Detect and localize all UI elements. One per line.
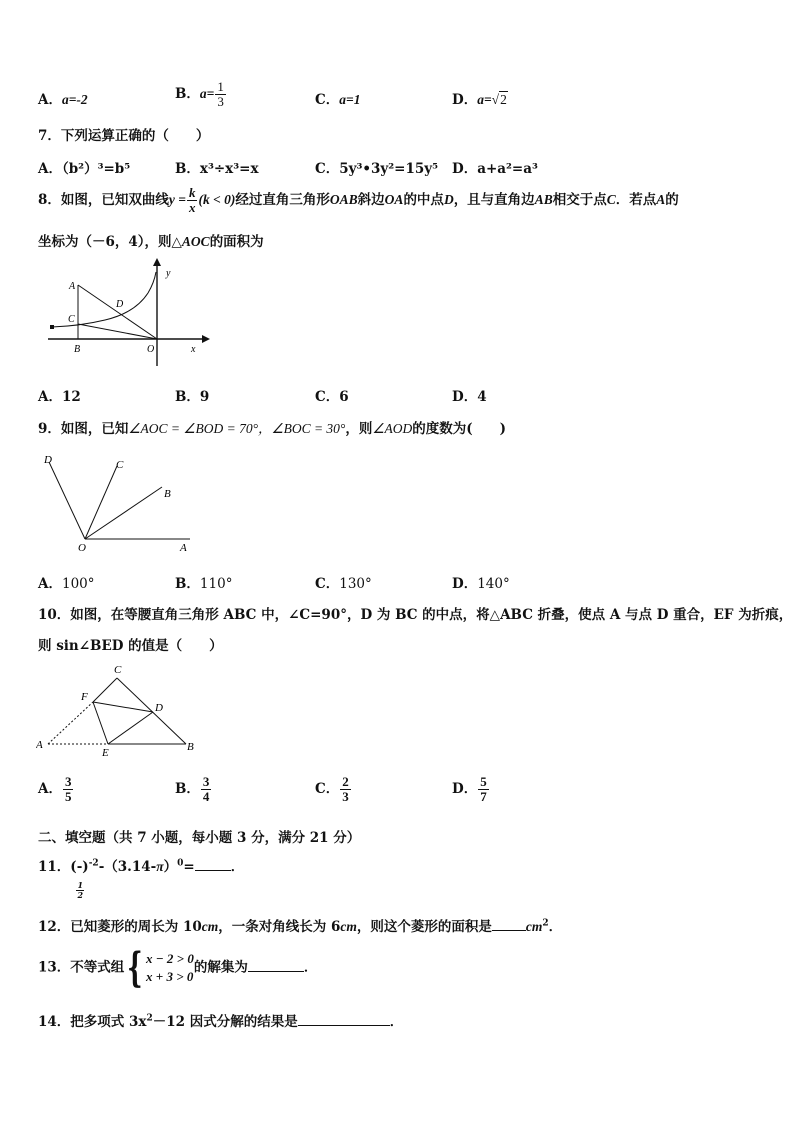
q10-stem-line1: 10．如图，在等腰直角三角形 ABC 中，∠C=90°，D 为 BC 的中点，将△ABC 折叠，使点 A 与点 D 重合，EF 为折痕， bbox=[38, 607, 793, 623]
q6-option-d-pre: a= bbox=[477, 92, 492, 107]
fraction-numerator: 1 bbox=[217, 79, 224, 94]
left-brace-icon: { bbox=[127, 944, 143, 991]
option-label: B． bbox=[175, 781, 200, 797]
segment-af-dotted bbox=[48, 702, 93, 744]
q11-stem bbox=[38, 855, 245, 900]
q11-text: 11．( bbox=[38, 859, 77, 875]
small-fraction-stack bbox=[76, 881, 84, 900]
q7-stem: 7．下列运算正确的（ ） bbox=[38, 128, 210, 144]
fraction-numerator: k bbox=[188, 185, 196, 200]
q14-text: －12 因式分解的结果是 bbox=[152, 1014, 298, 1030]
option-fraction bbox=[340, 775, 351, 804]
q7-option-b: B．x³÷x³=x bbox=[175, 161, 259, 177]
x-axis-arrow bbox=[202, 335, 210, 343]
segment-ao bbox=[78, 285, 157, 339]
q6-option-b-pre: a= bbox=[199, 86, 215, 101]
q8-text: 斜边 bbox=[357, 192, 385, 208]
q13-stem bbox=[38, 944, 318, 991]
fraction-denominator: 3 bbox=[217, 94, 224, 109]
q8-text: ．若点 bbox=[615, 192, 657, 208]
q9-option-d bbox=[452, 572, 510, 592]
label-a: A bbox=[69, 281, 76, 292]
q11-text: ) bbox=[82, 859, 89, 875]
q14-text: ． bbox=[389, 1014, 404, 1030]
inequality-1: x − 2 > 0 bbox=[146, 951, 194, 966]
option-value: 110° bbox=[199, 576, 233, 592]
label-c: C bbox=[68, 314, 75, 325]
q8-option-d: D．4 bbox=[452, 389, 487, 405]
q8-option-a: A．12 bbox=[38, 389, 81, 405]
q14-stem bbox=[38, 1010, 403, 1030]
q9-option-c bbox=[315, 572, 372, 592]
q8-symbol: D bbox=[443, 192, 454, 207]
q6-option-b-label: B． bbox=[175, 86, 200, 102]
q9-text: 9．如图，已知 bbox=[38, 421, 129, 437]
q6-option-d-label: D． bbox=[452, 92, 478, 108]
q14-text: 14．把多项式 3x bbox=[38, 1014, 147, 1030]
label-d: D bbox=[116, 299, 124, 310]
q13-text: 13．不等式组 bbox=[38, 959, 125, 976]
q8-symbol: C bbox=[606, 192, 616, 207]
q13-text: ． bbox=[303, 959, 318, 976]
q8-text: 的面积为 bbox=[209, 234, 264, 250]
q10-option-a bbox=[38, 775, 74, 804]
q6-option-d bbox=[452, 88, 508, 108]
q13-inequality-system bbox=[146, 950, 194, 986]
q11-answer-blank[interactable] bbox=[195, 870, 231, 871]
option-label: D． bbox=[452, 781, 478, 797]
section-heading: 二、填空题（共 7 小题，每小题 3 分，满分 21 分） bbox=[38, 830, 361, 846]
q10-figure bbox=[36, 660, 200, 760]
q14-answer-blank[interactable] bbox=[298, 1025, 390, 1026]
label-b: B bbox=[187, 741, 194, 753]
q8-func-condition: (k < 0) bbox=[198, 192, 236, 207]
q7-option-c: C．5y³•3y²=15y⁵ bbox=[315, 161, 439, 177]
q8-func-y: y = bbox=[168, 192, 186, 207]
option-label: B． bbox=[175, 576, 200, 592]
q8-option-b: B．9 bbox=[175, 389, 210, 405]
q12-text: ． bbox=[548, 919, 563, 935]
q6-option-c-label: C． bbox=[315, 92, 340, 108]
q10-option-b bbox=[175, 775, 212, 804]
label-a: A bbox=[180, 542, 187, 554]
option-value: 140° bbox=[477, 576, 510, 592]
q6-option-c-text: a=1 bbox=[339, 92, 361, 107]
fraction-numerator: 3 bbox=[64, 774, 72, 789]
option-fraction bbox=[63, 775, 74, 804]
q8-symbol: OA bbox=[384, 192, 404, 207]
q8-symbol: OAB bbox=[329, 192, 358, 207]
q7-option-d: D．a+a²=a³ bbox=[452, 161, 538, 177]
q8-text: 经过直角三角形 bbox=[235, 192, 330, 208]
q13-answer-blank[interactable] bbox=[248, 971, 304, 972]
q12-unit: cm bbox=[201, 919, 219, 934]
q6-option-b bbox=[175, 80, 227, 109]
label-o: O bbox=[78, 542, 86, 554]
q11-text: ． bbox=[230, 859, 245, 875]
segment-ed bbox=[108, 712, 153, 744]
q12-unit: cm bbox=[525, 919, 543, 934]
q12-text: ，则这个菱形的面积是 bbox=[356, 919, 492, 935]
q9-condition: ∠AOC = ∠BOD = 70°，∠BOC = 30° bbox=[128, 421, 346, 436]
q8-text: 相交于点 bbox=[552, 192, 607, 208]
fraction-numerator: 2 bbox=[342, 774, 349, 789]
q11-exponent: 0 bbox=[177, 858, 184, 869]
q6-option-b-fraction bbox=[215, 80, 226, 109]
q9-text: 的度数为( ) bbox=[412, 421, 506, 437]
option-value: 130° bbox=[339, 576, 372, 592]
option-label: C． bbox=[315, 576, 340, 592]
q12-text: ，一条对角线长为 6 bbox=[218, 919, 341, 935]
q8-text: 的 bbox=[665, 192, 679, 208]
option-label: C． bbox=[315, 781, 340, 797]
radicand: 2 bbox=[500, 92, 507, 107]
q6-option-a-text: a=-2 bbox=[61, 92, 88, 107]
q12-text: 12．已知菱形的周长为 10 bbox=[38, 919, 202, 935]
label-d: D bbox=[44, 454, 52, 466]
q10-option-c bbox=[315, 775, 352, 804]
q9-target-angle: ∠AOD bbox=[372, 421, 413, 436]
fraction-denominator: x bbox=[188, 200, 196, 215]
q8-symbol: AB bbox=[534, 192, 553, 207]
q6-option-a bbox=[38, 88, 88, 108]
option-fraction bbox=[478, 775, 489, 804]
fraction-numerator: 3 bbox=[202, 774, 210, 789]
label-a: A bbox=[36, 739, 43, 751]
inequality-2: x + 3 > 0 bbox=[146, 969, 194, 984]
fraction-numerator: 1 bbox=[77, 880, 84, 890]
fraction-denominator: 7 bbox=[480, 789, 487, 804]
segment-cb bbox=[117, 678, 186, 744]
q12-unit: cm bbox=[340, 919, 357, 934]
label-b: B bbox=[164, 488, 171, 500]
option-value: 100° bbox=[61, 576, 95, 592]
y-axis-arrow bbox=[153, 258, 161, 266]
curve-endpoint bbox=[50, 325, 54, 329]
option-label: A． bbox=[38, 576, 62, 592]
label-y: y bbox=[166, 268, 171, 279]
q11-text: -（3.14- bbox=[98, 859, 157, 875]
q12-answer-blank[interactable] bbox=[492, 930, 526, 931]
q12-stem bbox=[38, 915, 562, 935]
q7-option-a: A．（b²）³=b⁵ bbox=[38, 161, 131, 177]
option-label: D． bbox=[452, 576, 478, 592]
q12-exponent: 2 bbox=[542, 918, 549, 929]
label-f: F bbox=[81, 691, 88, 703]
option-fraction bbox=[201, 775, 212, 804]
q9-text: ，则 bbox=[345, 421, 373, 437]
q8-option-c: C．6 bbox=[315, 389, 349, 405]
q11-neg: - bbox=[76, 859, 83, 875]
label-c: C bbox=[114, 664, 122, 676]
fraction-denominator: 2 bbox=[77, 890, 84, 900]
q8-text: ，且与直角边 bbox=[453, 192, 535, 208]
ray-od bbox=[49, 462, 85, 539]
q13-text: 的解集为 bbox=[193, 959, 248, 976]
q10-option-d bbox=[452, 775, 490, 804]
q9-stem bbox=[38, 417, 506, 437]
q8-text: 8．如图，已知双曲线 bbox=[38, 192, 169, 208]
q10-stem-line2: 则 sin∠BED 的值是（ ） bbox=[38, 638, 223, 654]
q6-option-c bbox=[315, 88, 360, 108]
segment-fe bbox=[93, 702, 108, 744]
q9-option-a bbox=[38, 572, 95, 592]
option-label: A． bbox=[38, 781, 62, 797]
q11-pi: π bbox=[156, 859, 164, 874]
label-e: E bbox=[102, 747, 109, 759]
q14-exponent: 2 bbox=[146, 1013, 153, 1024]
q8-figure bbox=[40, 258, 210, 370]
label-x: x bbox=[191, 344, 196, 355]
label-b: B bbox=[74, 344, 81, 355]
label-c: C bbox=[116, 459, 124, 471]
fraction-denominator: 3 bbox=[342, 789, 349, 804]
q6-option-a-label: A． bbox=[38, 92, 62, 108]
q9-option-b bbox=[175, 572, 232, 592]
q9-figure bbox=[38, 450, 198, 555]
q8-text: 坐标为（－6，4），则△ bbox=[38, 234, 182, 250]
q8-symbol: AOC bbox=[181, 234, 210, 249]
q8-text: 的中点 bbox=[403, 192, 444, 208]
square-root: √2 bbox=[491, 92, 507, 107]
q11-text: ） bbox=[163, 859, 178, 875]
label-o: O bbox=[147, 344, 155, 355]
q8-symbol: A bbox=[656, 192, 666, 207]
q8-func-fraction bbox=[187, 186, 198, 215]
segment-fc bbox=[93, 678, 117, 702]
fraction-numerator: 5 bbox=[480, 774, 487, 789]
q11-exponent: -2 bbox=[88, 858, 99, 869]
label-d: D bbox=[155, 702, 163, 714]
q11-text: = bbox=[183, 859, 195, 875]
q8-stem-line1 bbox=[38, 186, 679, 215]
fraction-denominator: 5 bbox=[64, 789, 72, 804]
q8-stem-line2 bbox=[38, 230, 264, 250]
fraction-denominator: 4 bbox=[202, 789, 210, 804]
